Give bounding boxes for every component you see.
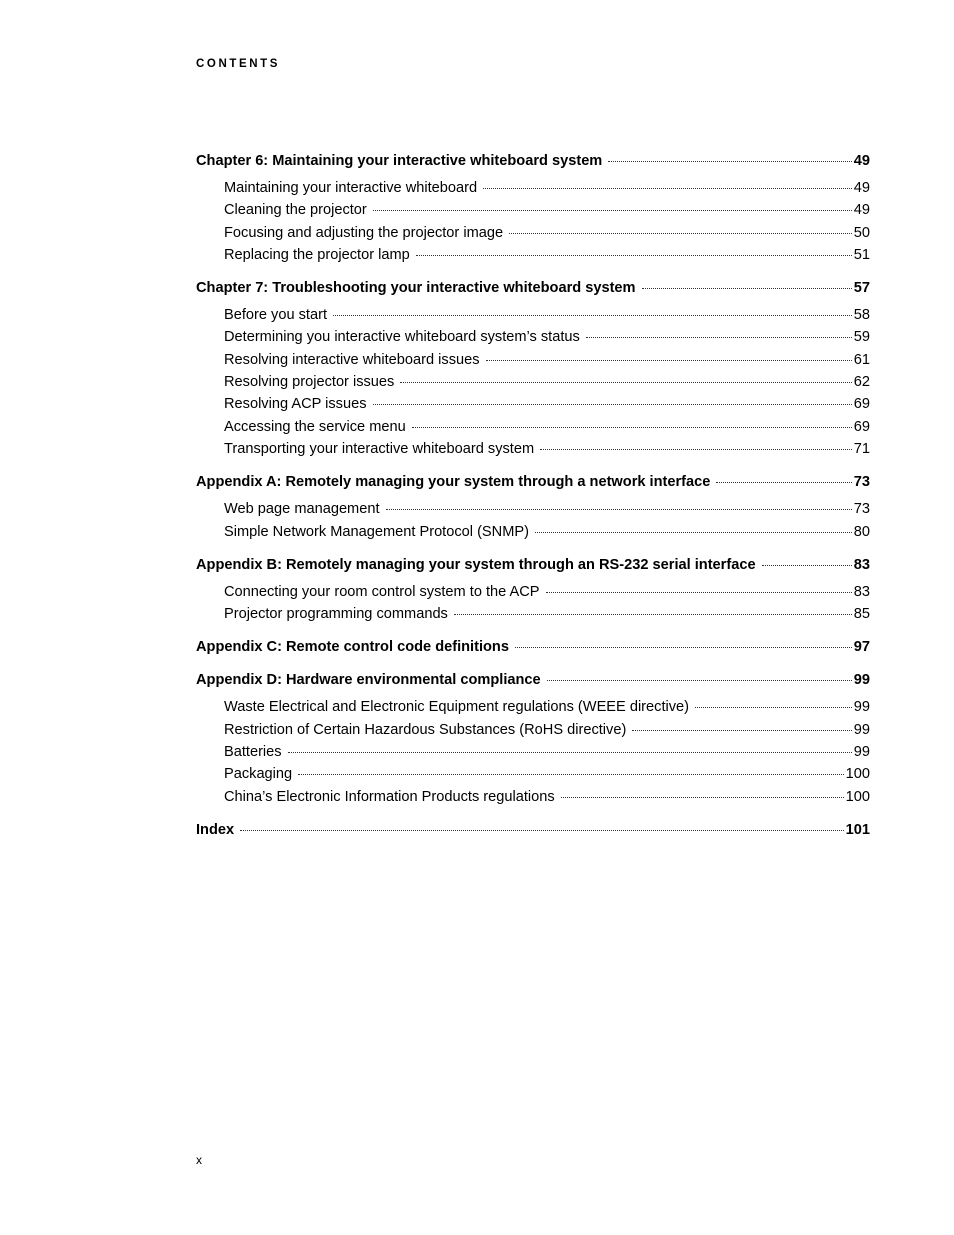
dot-leader [546,592,852,593]
toc-entry-page-number: 97 [853,639,870,656]
toc-section-entry[interactable] [196,696,870,718]
dot-leader [454,614,852,615]
dot-leader [561,797,844,798]
toc-entry-page-number: 83 [853,556,870,573]
toc-chapter-entry[interactable] [196,554,870,576]
toc-entry-page-number: 83 [853,583,870,600]
toc-entry-page-number: 85 [853,606,870,623]
dot-leader [333,315,852,316]
toc-chapter-entry[interactable] [196,669,870,691]
toc-entry-page-number: 61 [853,351,870,368]
toc-entry-page-number: 99 [853,699,870,716]
toc-entry-title: Cleaning the projector [224,202,367,219]
dot-leader [509,233,852,234]
dot-leader [412,427,852,428]
dot-leader [632,730,851,731]
toc-entry-page-number: 100 [845,766,870,783]
toc-chapter-entry[interactable] [196,471,870,493]
running-header: CONTENTS [196,58,281,70]
toc-entry-page-number: 101 [845,821,870,838]
dot-leader [483,188,852,189]
toc-entry-page-number: 51 [853,246,870,263]
toc-entry-title: Before you start [224,307,328,324]
dot-leader [386,509,852,510]
dot-leader [695,707,852,708]
toc-entry-page-number: 99 [853,744,870,761]
toc-entry-page-number: 49 [853,153,870,169]
toc-section-entry[interactable] [196,498,870,520]
toc-entry-title: Resolving projector issues [224,374,395,391]
dot-leader [298,774,843,775]
toc-entry-title: Replacing the projector lamp [224,246,410,263]
page-number: x [196,1153,202,1167]
toc-section-entry[interactable] [196,603,870,625]
toc-entry-page-number: 71 [853,440,870,457]
toc-section-entry[interactable] [196,416,870,438]
dot-leader [486,360,852,361]
toc-section-entry[interactable] [196,177,870,199]
toc-entry-title: Maintaining your interactive whiteboard [224,180,478,196]
toc-entry-page-number: 80 [853,523,870,540]
toc-section-entry[interactable] [196,393,870,415]
toc-entry-title: Appendix B: Remotely managing your system through an RS-232 serial interface [196,556,756,573]
toc-entry-title: Index [196,821,235,838]
toc-section-entry[interactable] [196,371,870,393]
toc-entry-title: China’s Electronic Information Products regulations [224,788,555,805]
toc-entry-title: Determining you interactive whiteboard system’s status [224,329,580,346]
table-of-contents [196,150,870,846]
toc-entry-title: Waste Electrical and Electronic Equipment regulations (WEEE directive) [224,699,690,716]
toc-section-entry[interactable] [196,349,870,371]
toc-entry-title: Chapter 7: Troubleshooting your interactive whiteboard system [196,280,636,297]
toc-entry-title: Focusing and adjusting the projector image [224,224,504,241]
toc-entry-title: Resolving ACP issues [224,396,367,413]
toc-entry-page-number: 62 [853,374,870,391]
dot-leader [373,404,852,405]
toc-entry-title: Chapter 6: Maintaining your interactive whiteboard system [196,153,603,169]
toc-entry-title: Restriction of Certain Hazardous Substances (RoHS directive) [224,721,627,738]
toc-section-entry[interactable] [196,244,870,266]
toc-entry-page-number: 49 [853,202,870,219]
toc-chapter-entry[interactable] [196,636,870,658]
toc-entry-title: Connecting your room control system to the ACP [224,583,540,600]
toc-section-entry[interactable] [196,581,870,603]
toc-entry-page-number: 57 [853,280,870,297]
toc-section-entry[interactable] [196,521,870,543]
toc-chapter-entry[interactable] [196,819,870,841]
toc-entry-page-number: 100 [845,788,870,805]
toc-entry-title: Appendix C: Remote control code definitions [196,639,509,656]
dot-leader [608,161,851,162]
toc-section-entry[interactable] [196,763,870,785]
dot-leader [288,752,852,753]
toc-entry-page-number: 73 [853,501,870,518]
toc-entry-page-number: 49 [853,180,870,196]
toc-section-entry[interactable] [196,741,870,763]
toc-entry-page-number: 58 [853,307,870,324]
toc-entry-title: Batteries [224,744,282,761]
toc-entry-title: Accessing the service menu [224,418,406,435]
toc-section-entry[interactable] [196,222,870,244]
toc-entry-page-number: 50 [853,224,870,241]
toc-entry-title: Packaging [224,766,293,783]
toc-section-entry[interactable] [196,438,870,460]
dot-leader [240,830,844,831]
dot-leader [515,647,852,648]
dot-leader [642,288,852,289]
toc-entry-title: Simple Network Management Protocol (SNMP) [224,523,529,540]
toc-section-entry[interactable] [196,326,870,348]
toc-section-entry[interactable] [196,786,870,808]
toc-entry-title: Appendix D: Hardware environmental compliance [196,672,541,689]
toc-entry-title: Projector programming commands [224,606,448,623]
toc-entry-page-number: 99 [853,672,870,689]
dot-leader [535,532,852,533]
dot-leader [400,382,851,383]
dot-leader [373,210,852,211]
toc-entry-page-number: 59 [853,329,870,346]
dot-leader [762,565,852,566]
toc-chapter-entry[interactable] [196,277,870,299]
toc-section-entry[interactable] [196,199,870,221]
toc-entry-page-number: 69 [853,396,870,413]
toc-chapter-entry[interactable] [196,150,870,172]
toc-entry-page-number: 69 [853,418,870,435]
toc-entry-title: Transporting your interactive whiteboard system [224,440,535,457]
toc-section-entry[interactable] [196,719,870,741]
dot-leader [416,255,852,256]
toc-entry-page-number: 99 [853,721,870,738]
toc-entry-title: Web page management [224,501,380,518]
toc-entry-title: Appendix A: Remotely managing your system through a network interface [196,474,711,491]
dot-leader [547,680,852,681]
dot-leader [716,482,851,483]
dot-leader [540,449,852,450]
toc-entry-page-number: 73 [853,474,870,491]
toc-section-entry[interactable] [196,304,870,326]
dot-leader [586,337,852,338]
toc-entry-title: Resolving interactive whiteboard issues [224,351,480,368]
